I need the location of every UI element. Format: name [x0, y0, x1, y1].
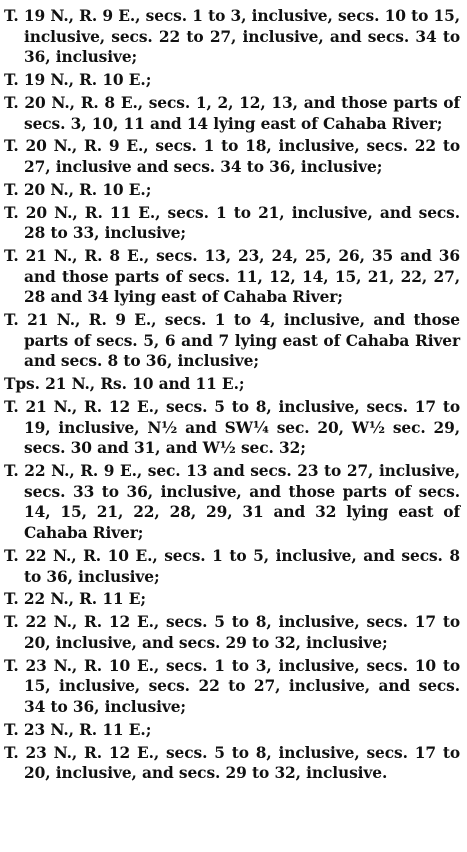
- land-entry-t20n-r8e: T. 20 N., R. 8 E., secs. 1, 2, 12, 13, and those parts of secs. 3, 10, 11 and 14 lying east of Cahaba River;: [4, 93, 460, 133]
- land-entry-t21n-r8e: T. 21 N., R. 8 E., secs. 13, 23, 24, 25, 26, 35 and 36 and those parts of secs. 11, 12, 14, 15, 21, 22, 27, 28 and 34 lying east of Cahaba River;: [4, 247, 460, 307]
- land-entry-t22n-r12e: T. 22 N., R. 12 E., secs. 5 to 8, inclusive, secs. 17 to 20, inclusive, and secs. 29 to 32, inclusive;: [4, 613, 460, 652]
- land-entry-t23n-r10e: T. 23 N., R. 10 E., secs. 1 to 3, inclusive, secs. 10 to 15, inclusive, secs. 22 to 27, inclusive, and secs. 34 to 36, inclusive;: [4, 656, 460, 716]
- land-entry-t22n-r10e: T. 22 N., R. 10 E., secs. 1 to 5, inclusive, and secs. 8 to 36, inclusive;: [4, 546, 460, 586]
- land-entry-t22n-r9e: T. 22 N., R. 9 E., sec. 13 and secs. 23 to 27, inclusive, secs. 33 to 36, inclusive, and those parts of secs. 14, 15, 21, 22, 28, 29, 31 and 32 lying east of Cahaba River;: [4, 462, 460, 543]
- land-entry-t23n-r12e: T. 23 N., R. 12 E., secs. 5 to 8, inclusive, secs. 17 to 20, inclusive, and secs. 29 to 32, inclusive.: [4, 743, 460, 783]
- land-entry-t23n-r11e: T. 23 N., R. 11 E.;: [4, 720, 152, 739]
- land-entry-tps21n-rs10-11e: Tps. 21 N., Rs. 10 and 11 E.;: [4, 375, 245, 394]
- land-entry-t20n-r10e: T. 20 N., R. 10 E.;: [4, 180, 152, 199]
- land-entry-t19n-r10e: T. 19 N., R. 10 E.;: [4, 71, 152, 90]
- land-entry-t21n-r12e: T. 21 N., R. 12 E., secs. 5 to 8, inclusive, secs. 17 to 19, inclusive, N½ and SW¼ sec. 20, W½ sec. 29, secs. 30 and 31, and W½ sec. 32;: [4, 398, 460, 458]
- document-page: [4, 6, 460, 784]
- land-entry-t21n-r9e: T. 21 N., R. 9 E., secs. 1 to 4, inclusive, and those parts of secs. 5, 6 and 7 lying east of Cahaba River and secs. 8 to 36, inclusive;: [4, 311, 460, 371]
- land-entry-t20n-r9e: T. 20 N., R. 9 E., secs. 1 to 18, inclusive, secs. 22 to 27, inclusive and secs. 34 to 36, inclusive;: [4, 137, 460, 176]
- land-entry-t22n-r11e: T. 22 N., R. 11 E;: [4, 590, 147, 609]
- land-entry-t20n-r11e: T. 20 N., R. 11 E., secs. 1 to 21, inclusive, and secs. 28 to 33, inclusive;: [4, 203, 460, 243]
- land-entry-t19n-r9e: T. 19 N., R. 9 E., secs. 1 to 3, inclusive, secs. 10 to 15, inclusive, secs. 22 to 27, inclusive, and secs. 34 to 36, inclusive;: [4, 7, 460, 67]
